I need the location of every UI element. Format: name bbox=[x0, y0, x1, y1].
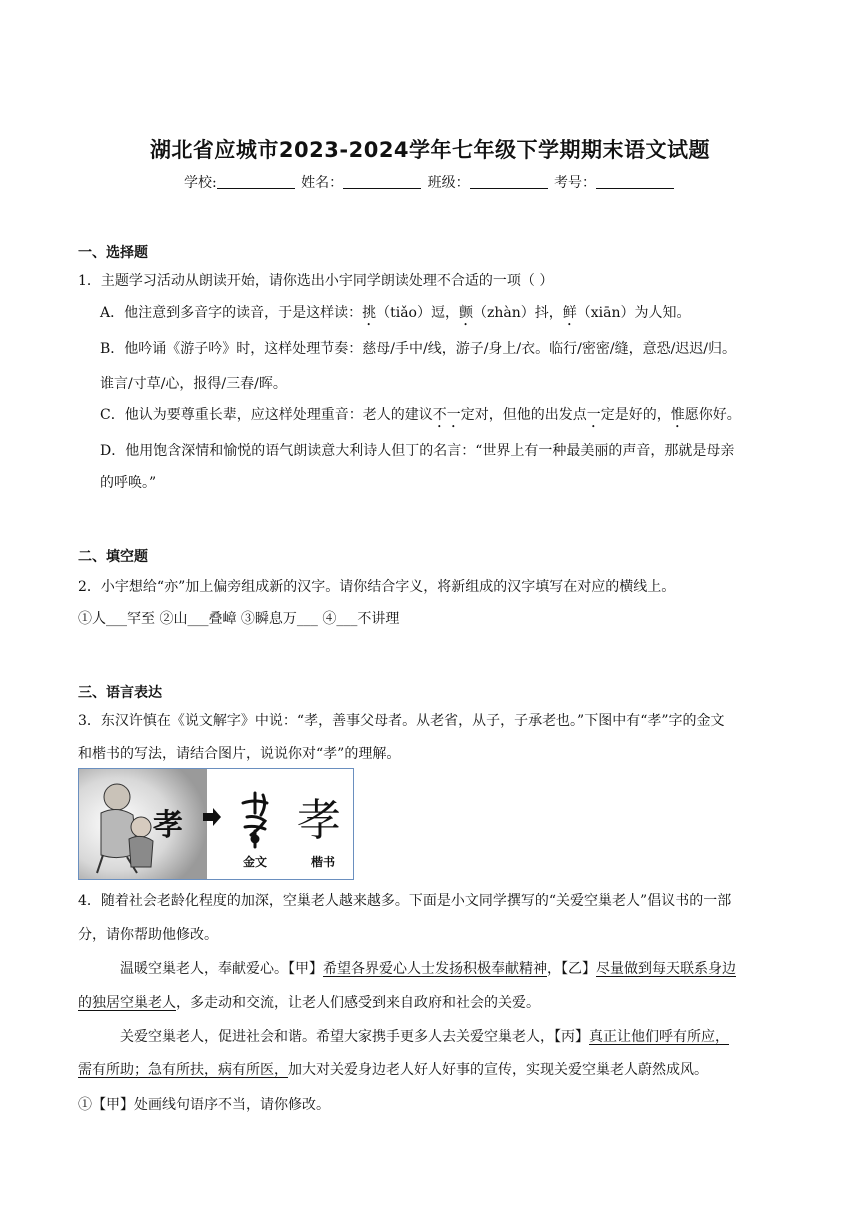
q4-para2-line2: 需有所助；急有所扶，病有所医，加大对关爱身边老人好人好事的宣传，实现关爱空巢老人蔚然成风。 bbox=[78, 1062, 708, 1078]
q1-option-b-line2: 谁言/寸草/心，报得/三春/晖。 bbox=[100, 376, 287, 392]
q1-option-c: C．他认为要尊重长辈，应这样处理重音：老人的建议不一定对，但他的出发点一定是好的，惟愿你好。 bbox=[100, 407, 741, 423]
q1-option-b-line1: B．他吟诵《游子吟》时，这样处理节奏：慈母/手中/线，游子/身上/衣。临行/密密/缝，意恐/迟迟/归。 bbox=[100, 341, 737, 357]
q4-line1: 4．随着社会老龄化程度的加深，空巢老人越来越多。下面是小文同学撰写的“关爱空巢老人”倡议书的一部 bbox=[78, 893, 732, 909]
q4-subquestion-1: ①【甲】处画线句语序不当，请你修改。 bbox=[78, 1097, 330, 1113]
section-heading-fill: 二、填空题 bbox=[78, 549, 148, 565]
student-info-line bbox=[0, 172, 860, 192]
school-label: 学校: bbox=[183, 175, 217, 191]
q4-line2: 分，请你帮助他修改。 bbox=[78, 927, 218, 943]
class-label: 班级： bbox=[427, 175, 470, 191]
q1-option-d-line2: 的呼唤。” bbox=[100, 475, 157, 491]
kaishu-caption: 楷书 bbox=[311, 855, 336, 869]
jinwen-xiao-glyph bbox=[243, 793, 267, 847]
section-heading-choice: 一、选择题 bbox=[78, 245, 148, 261]
q2-stem: 2．小宇想给“亦”加上偏旁组成新的汉字。请你结合字义，将新组成的汉字填写在对应的横线上。 bbox=[78, 579, 676, 595]
q1-option-a: A．他注意到多音字的读音，于是这样读：挑（tiǎo）逗，颤（zhàn）抖，鲜（xiān）为人知。 bbox=[100, 305, 691, 321]
q3-line1: 3．东汉许慎在《说文解字》中说：“孝，善事父母者。从老省，从子，子承老也。”下图中有“孝”字的金文 bbox=[78, 713, 725, 729]
class-blank[interactable] bbox=[470, 174, 548, 189]
name-label: 姓名： bbox=[301, 175, 344, 191]
section-heading-expression: 三、语言表达 bbox=[78, 685, 162, 701]
page-title: 湖北省应城市2023-2024学年七年级下学期期末语文试题 bbox=[149, 138, 711, 162]
number-blank[interactable] bbox=[596, 174, 674, 189]
kaishu-xiao-glyph: 孝 bbox=[297, 795, 341, 846]
school-blank[interactable] bbox=[217, 174, 295, 189]
q3-line2: 和楷书的写法，请结合图片，说说你对“孝”的理解。 bbox=[78, 746, 401, 762]
q4-para2-line1: 关爱空巢老人，促进社会和谐。希望大家携手更多人去关爱空巢老人，【丙】真正让他们呼有所应， bbox=[120, 1029, 729, 1045]
number-label: 考号： bbox=[554, 175, 597, 191]
xiao-bold-glyph: 孝 bbox=[153, 808, 183, 843]
jinwen-caption: 金文 bbox=[243, 855, 268, 869]
q1-option-d-line1: D．他用饱含深情和愉悦的语气朗读意大利诗人但丁的名言：“世界上有一种最美丽的声音，那就是母亲 bbox=[100, 443, 735, 459]
q2-items: ①人___罕至 ②山___叠嶂 ③瞬息万___ ④___不讲理 bbox=[78, 611, 400, 627]
xiao-character-figure bbox=[78, 768, 354, 880]
q1-stem: 1．主题学习活动从朗读开始，请你选出小宇同学朗读处理不合适的一项（ ） bbox=[78, 273, 554, 289]
q4-para1-line2: 的独居空巢老人，多走动和交流，让老人们感受到来自政府和社会的关爱。 bbox=[78, 995, 540, 1011]
q4-para1-line1: 温暖空巢老人，奉献爱心。【甲】希望各界爱心人士发扬积极奉献精神，【乙】尽量做到每天联系身边 bbox=[120, 961, 736, 977]
name-blank[interactable] bbox=[343, 174, 421, 189]
